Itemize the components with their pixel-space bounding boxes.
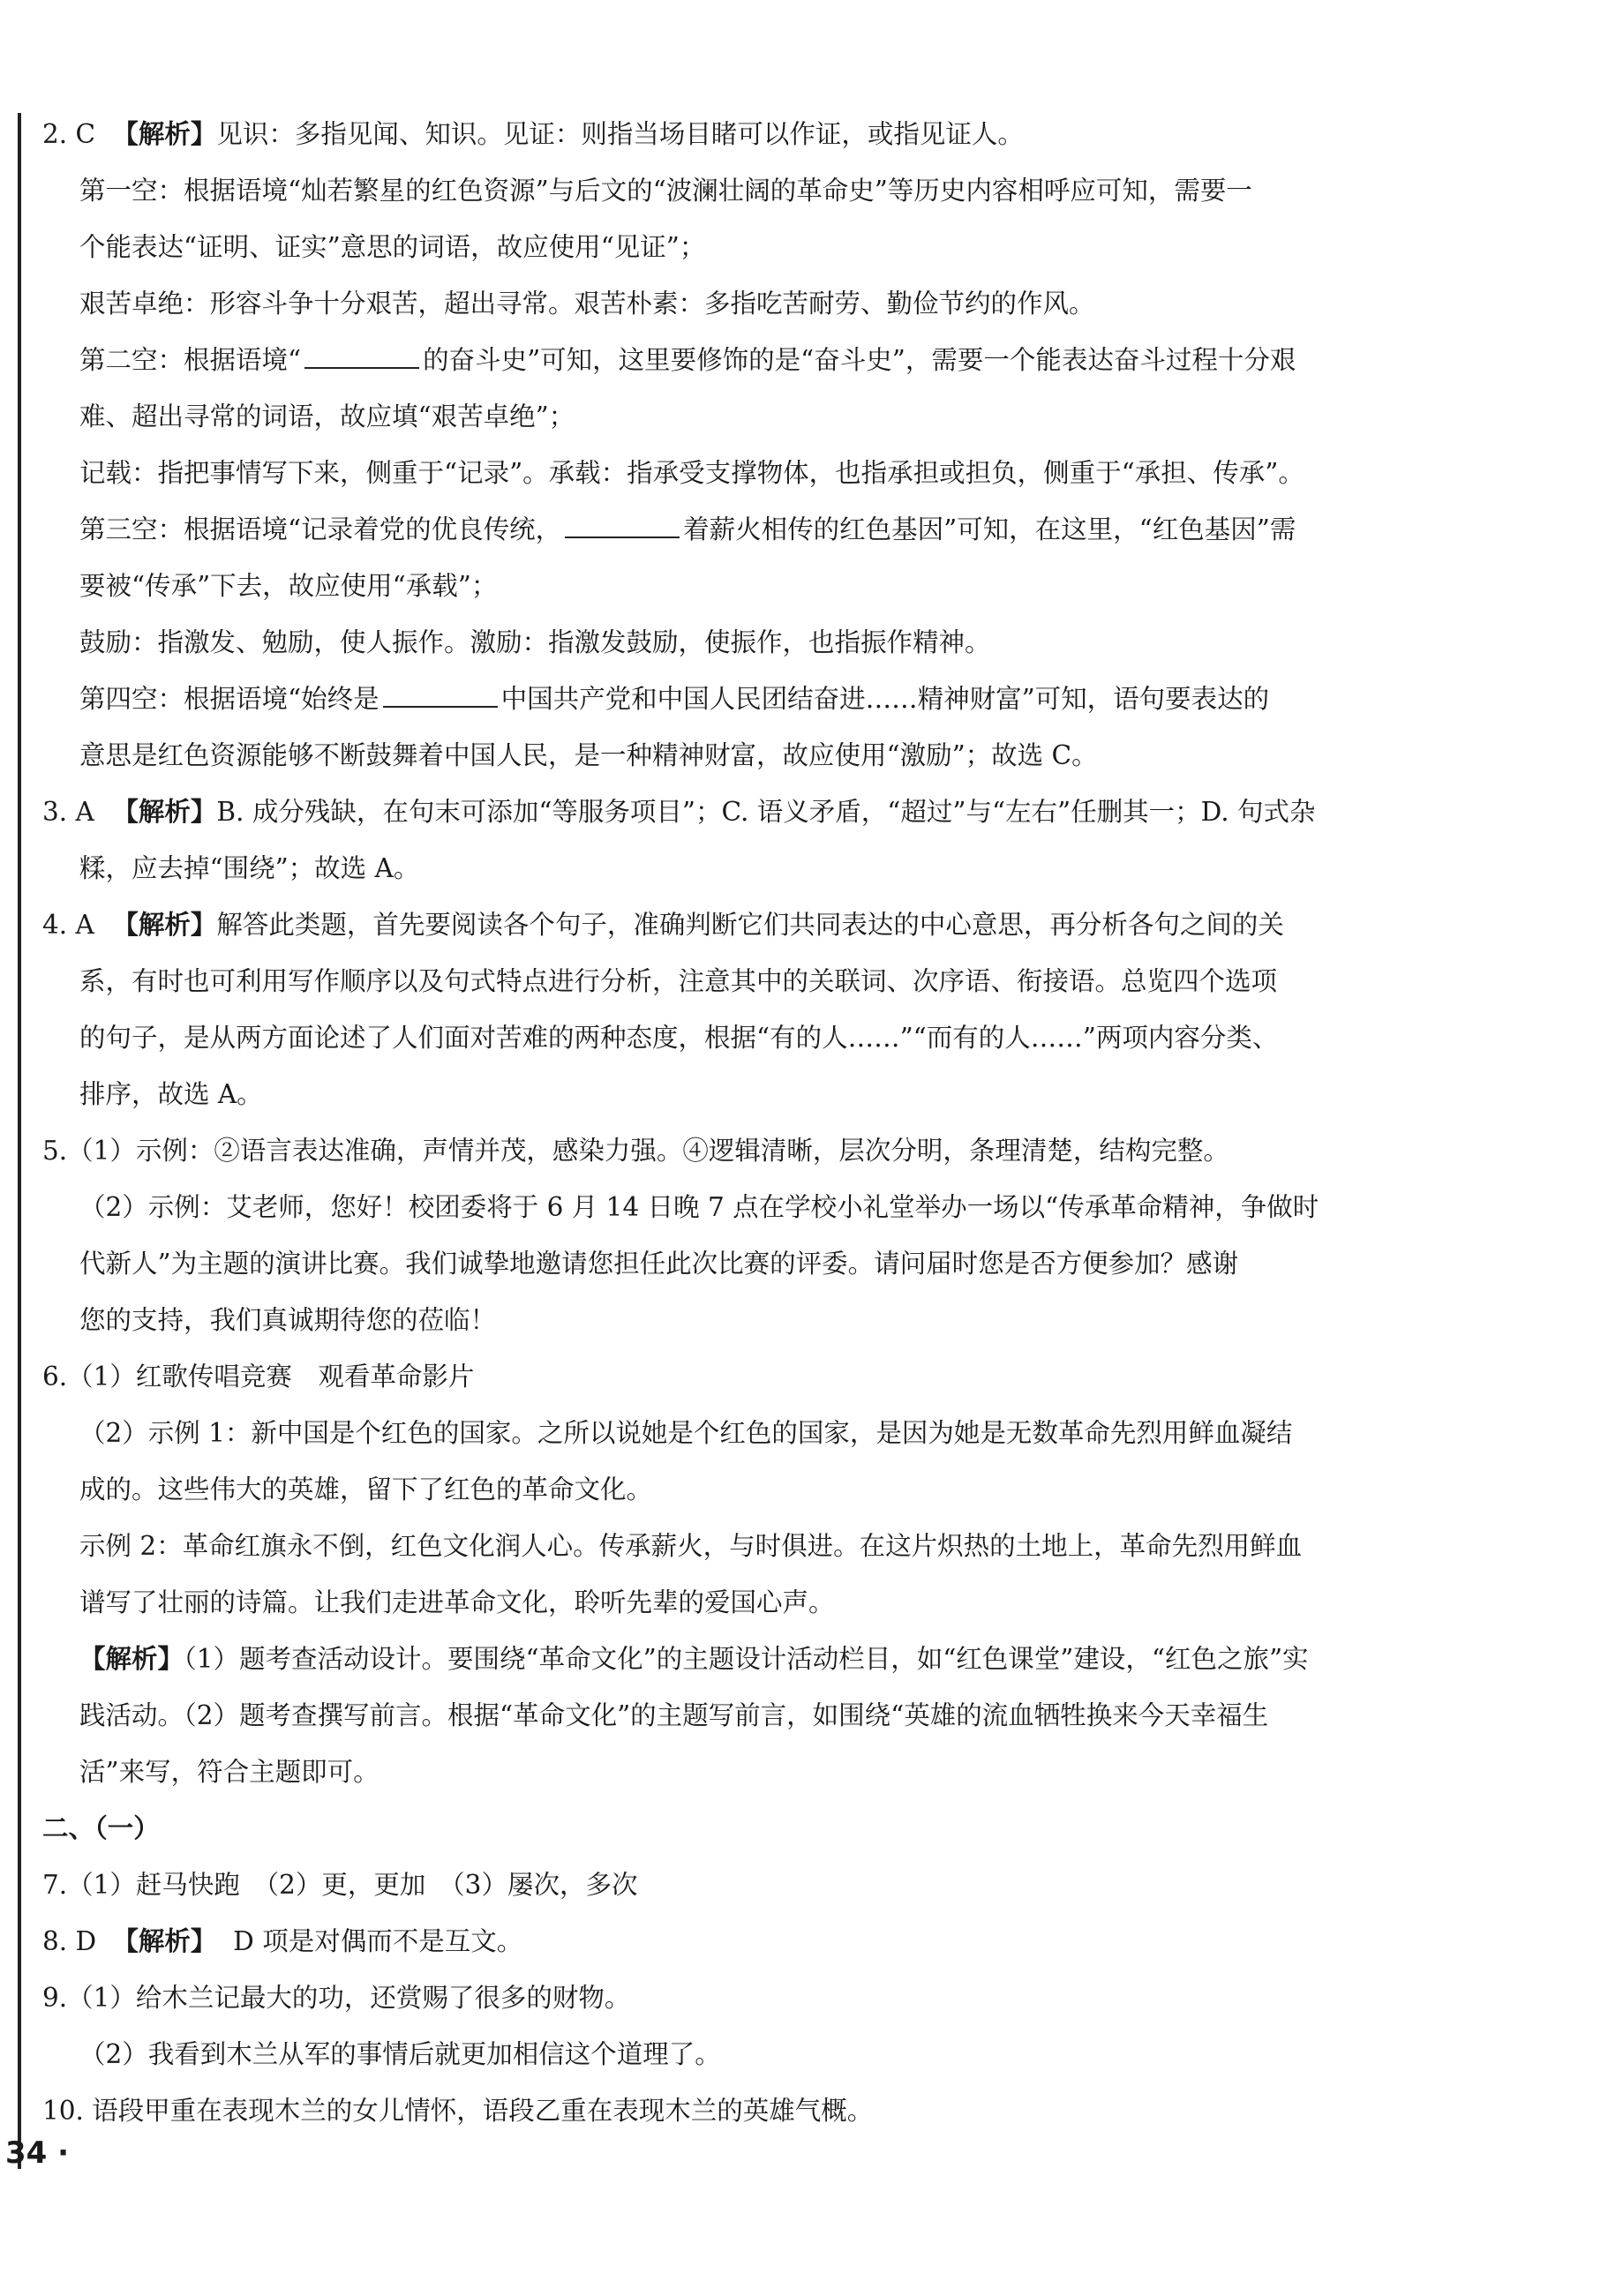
q6-analysis-tag: 【解析】 bbox=[79, 1644, 184, 1674]
q8-line bbox=[42, 1913, 1419, 1970]
q6-line-7: 践活动。（2）题考查撰写前言。根据“革命文化”的主题写前言，如围绕“英雄的流血牺牲换来今天幸福生 bbox=[79, 1700, 1269, 1730]
q2-line-6: 难、超出寻常的词语，故应填“艰苦卓绝”； bbox=[79, 401, 575, 431]
q6-line-4: 示例 2：革命红旗永不倒，红色文化润人心。传承薪火，与时俱进。在这片炽热的土地上，革命先烈用鲜血 bbox=[79, 1531, 1303, 1561]
q2-line-5b: 的奋斗史”可知，这里要修饰的是“奋斗史”，需要一个能表达奋斗过程十分艰 bbox=[423, 345, 1296, 375]
q7-line: 7.（1）赶马快跑 （2）更，更加 （3）屡次，多次 bbox=[42, 1870, 638, 1900]
q2-line-8a: 第三空：根据语境“记录着党的优良传统， bbox=[79, 514, 562, 544]
q8-number: 8. D bbox=[42, 1926, 97, 1956]
q6-analysis-text: （1）题考查活动设计。要围绕“革命文化”的主题设计活动栏目，如“红色课堂”建设，“红色之旅”实 bbox=[184, 1644, 1309, 1674]
q10-line: 10. 语段甲重在表现木兰的女儿情怀，语段乙重在表现木兰的英雄气概。 bbox=[42, 2096, 874, 2126]
section-heading: 二、（一） bbox=[42, 1813, 160, 1843]
q2-line-1 bbox=[42, 106, 1419, 162]
q6-line-2: （2）示例 1：新中国是个红色的国家。之所以说她是个红色的国家，是因为她是无数革命先烈用鲜血凝结 bbox=[79, 1418, 1293, 1448]
q5-line-4: 您的支持，我们真诚期待您的莅临！ bbox=[79, 1305, 497, 1335]
fill-blank bbox=[304, 346, 419, 369]
q2-line-8 bbox=[42, 501, 1419, 558]
fill-blank bbox=[383, 685, 498, 708]
q8-text: D 项是对偶而不是互文。 bbox=[233, 1926, 523, 1956]
q3-line-2: 糅，应去掉“围绕”；故选 A。 bbox=[79, 853, 420, 883]
q2-line-11 bbox=[42, 671, 1419, 727]
q5-line-1: 5.（1）示例：②语言表达准确，声情并茂，感染力强。④逻辑清晰，层次分明，条理清楚，结构完整。 bbox=[42, 1136, 1229, 1166]
q4-line-2: 系，有时也可利用写作顺序以及句式特点进行分析，注意其中的关联词、次序语、衔接语。总览四个选项 bbox=[79, 966, 1278, 996]
q9-line-2: （2）我看到木兰从军的事情后就更加相信这个道理了。 bbox=[79, 2039, 721, 2069]
q5-line-3: 代新人”为主题的演讲比赛。我们诚挚地邀请您担任此次比赛的评委。请问届时您是否方便参加？感谢 bbox=[79, 1249, 1239, 1279]
q8-analysis-tag: 【解析】 bbox=[112, 1926, 217, 1956]
q3-analysis-tag: 【解析】 bbox=[112, 797, 217, 827]
q6-line-3: 成的。这些伟大的英雄，留下了红色的革命文化。 bbox=[79, 1474, 653, 1504]
q2-number: 2. C bbox=[42, 119, 96, 149]
q3-line-1 bbox=[42, 784, 1419, 840]
q4-text: 解答此类题，首先要阅读各个句子，准确判断它们共同表达的中心意思，再分析各句之间的关 bbox=[216, 910, 1284, 940]
q2-line-11a: 第四空：根据语境“始终是 bbox=[79, 684, 379, 714]
q5-line-2: （2）示例：艾老师，您好！校团委将于 6 月 14 日晚 7 点在学校小礼堂举办一场以“传承革命精神，争做时 bbox=[79, 1192, 1319, 1222]
q4-line-4: 排序，故选 A。 bbox=[79, 1079, 263, 1109]
q4-line-1 bbox=[42, 897, 1419, 953]
q6-line-5: 谱写了壮丽的诗篇。让我们走进革命文化，聆听先辈的爱国心声。 bbox=[79, 1587, 835, 1617]
q2-line-9: 要被“传承”下去，故应使用“承载”； bbox=[79, 571, 498, 601]
page-number: 34 · bbox=[5, 2135, 70, 2171]
q6-line-1: 6.（1）红歌传唱竞赛 观看革命影片 bbox=[42, 1362, 475, 1392]
q9-line-1: 9.（1）给木兰记最大的功，还赏赐了很多的财物。 bbox=[42, 1983, 631, 2013]
q4-analysis-tag: 【解析】 bbox=[112, 910, 217, 940]
q2-line-12: 意思是红色资源能够不断鼓舞着中国人民，是一种精神财富，故应使用“激励”；故选 C。 bbox=[79, 740, 1098, 770]
q6-line-6 bbox=[42, 1631, 1419, 1687]
left-margin-rule bbox=[18, 113, 21, 2169]
q3-text: B. 成分残缺，在句末可添加“等服务项目”；C. 语义矛盾，“超过”与“左右”任删其一；D. 句式杂 bbox=[216, 797, 1316, 827]
q4-number: 4. A bbox=[42, 910, 94, 940]
q2-line-11b: 中国共产党和中国人民团结奋进……精神财富”可知，语句要表达的 bbox=[500, 684, 1270, 714]
fill-blank bbox=[565, 515, 680, 538]
q2-line-8b: 着薪火相传的红色基因”可知，在这里，“红色基因”需 bbox=[683, 514, 1296, 544]
q2-text: 见识：多指见闻、知识。见证：则指当场目睹可以作证，或指见证人。 bbox=[216, 119, 1024, 149]
q2-line-7: 记载：指把事情写下来，侧重于“记录”。承载：指承受支撑物体，也指承担或担负，侧重于“承担、传承”。 bbox=[79, 458, 1304, 488]
q2-line-4: 艰苦卓绝：形容斗争十分艰苦，超出寻常。艰苦朴素：多指吃苦耐劳、勤俭节约的作风。 bbox=[79, 289, 1095, 319]
answer-content bbox=[42, 106, 1419, 2139]
q2-line-5a: 第二空：根据语境“ bbox=[79, 345, 302, 375]
q2-line-2: 第一空：根据语境“灿若繁星的红色资源”与后文的“波澜壮阔的革命史”等历史内容相呼应可知，需要一 bbox=[79, 176, 1252, 206]
q6-line-8: 活”来写，符合主题即可。 bbox=[79, 1757, 379, 1787]
q4-line-3: 的句子，是从两方面论述了人们面对苦难的两种态度，根据“有的人……”“而有的人……”两项内容分类、 bbox=[79, 1023, 1279, 1053]
q2-line-10: 鼓励：指激发、勉励，使人振作。激励：指激发鼓励，使振作，也指振作精神。 bbox=[79, 627, 991, 657]
q3-number: 3. A bbox=[42, 797, 94, 827]
q2-line-5 bbox=[42, 332, 1419, 388]
q2-analysis-tag: 【解析】 bbox=[112, 119, 217, 149]
q2-line-3: 个能表达“证明、证实”意思的词语，故应使用“见证”； bbox=[79, 232, 706, 262]
